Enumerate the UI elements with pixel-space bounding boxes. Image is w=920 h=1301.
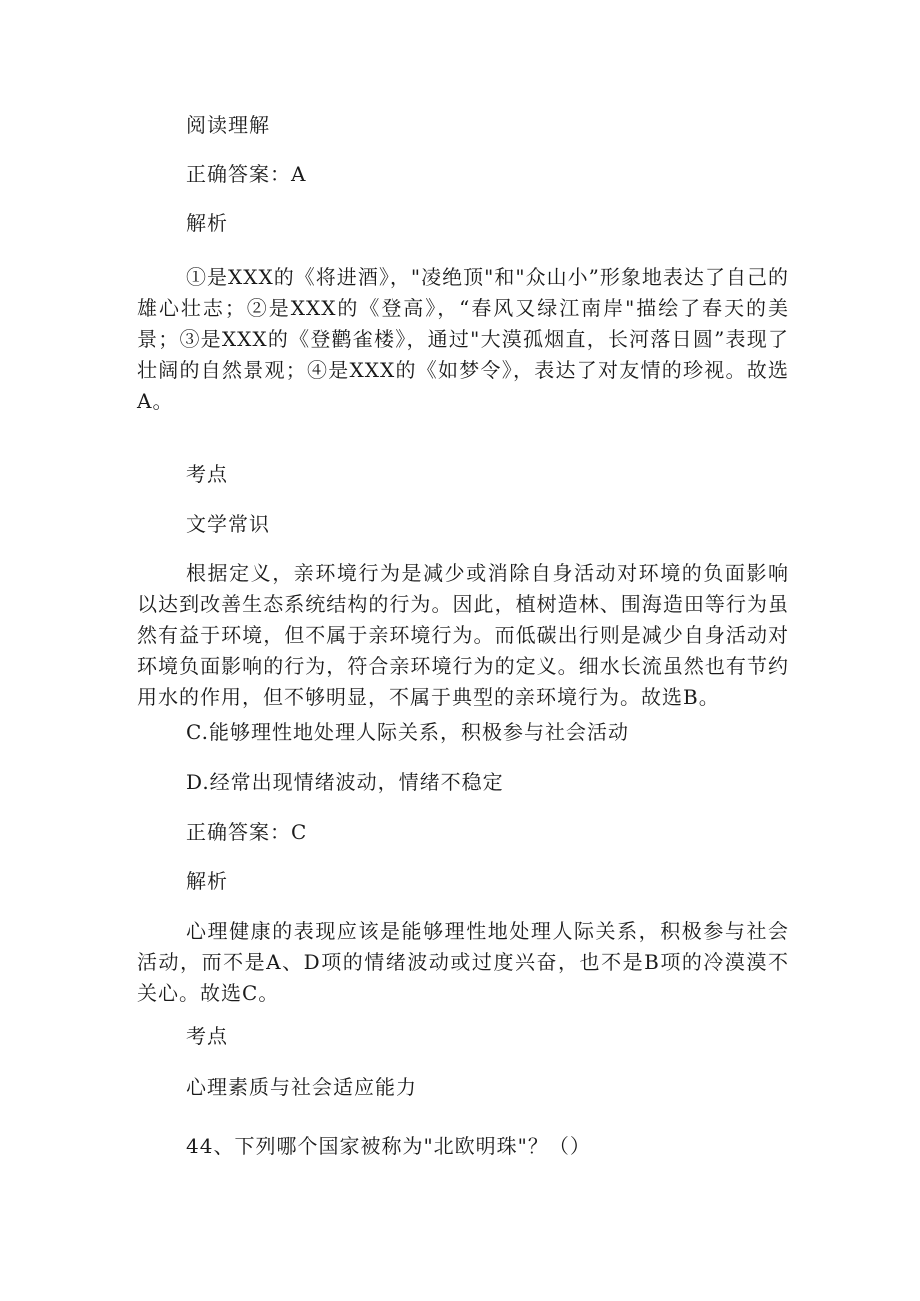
analysis-paragraph-2: 根据定义，亲环境行为是减少或消除自身活动对环境的负面影响以达到改善生态系统结构的行为。因此，植树造林、围海造田等行为虽然有益于环境，但不属于亲环境行为。而低碳出行则是减少自身活动对环境负面影响的行为，符合亲环境行为的定义。细水长流虽然也有节约用水的作用，但不够明显，不属于典型的亲环境行为。故选B。 [137, 561, 789, 709]
kaodian-label-1: 考点 [186, 462, 228, 486]
correct-answer-2: 正确答案：C [186, 820, 308, 844]
topic-literature: 文学常识 [186, 512, 270, 536]
analysis-label-1: 解析 [186, 211, 228, 235]
analysis-label-2: 解析 [186, 869, 228, 893]
analysis-paragraph-1: ①是XXX的《将进酒》，"凌绝顶"和"众山小”形象地表达了自己的雄心壮志；②是XXX的《登高》，“春风又绿江南岸"描绘了春天的美景；③是XXX的《登鹳雀楼》，通过"大漠孤烟直，长河落日圆”表现了壮阔的自然景观；④是XXX的《如梦令》，表达了对友情的珍视。故选A。 [137, 265, 789, 413]
section-heading-reading: 阅读理解 [186, 113, 270, 137]
option-c: C.能够理性地处理人际关系，积极参与社会活动 [186, 720, 629, 744]
kaodian-label-2: 考点 [186, 1024, 228, 1048]
topic-psychology: 心理素质与社会适应能力 [186, 1075, 417, 1099]
correct-answer-1: 正确答案：A [186, 162, 307, 186]
option-d: D.经常出现情绪波动，情绪不稳定 [186, 770, 504, 794]
analysis-paragraph-3: 心理健康的表现应该是能够理性地处理人际关系，积极参与社会活动，而不是A、D项的情绪波动或过度兴奋，也不是B项的冷漠漠不关心。故选C。 [137, 919, 789, 1005]
question-44: 44、下列哪个国家被称为"北欧明珠"？（） [186, 1134, 591, 1158]
